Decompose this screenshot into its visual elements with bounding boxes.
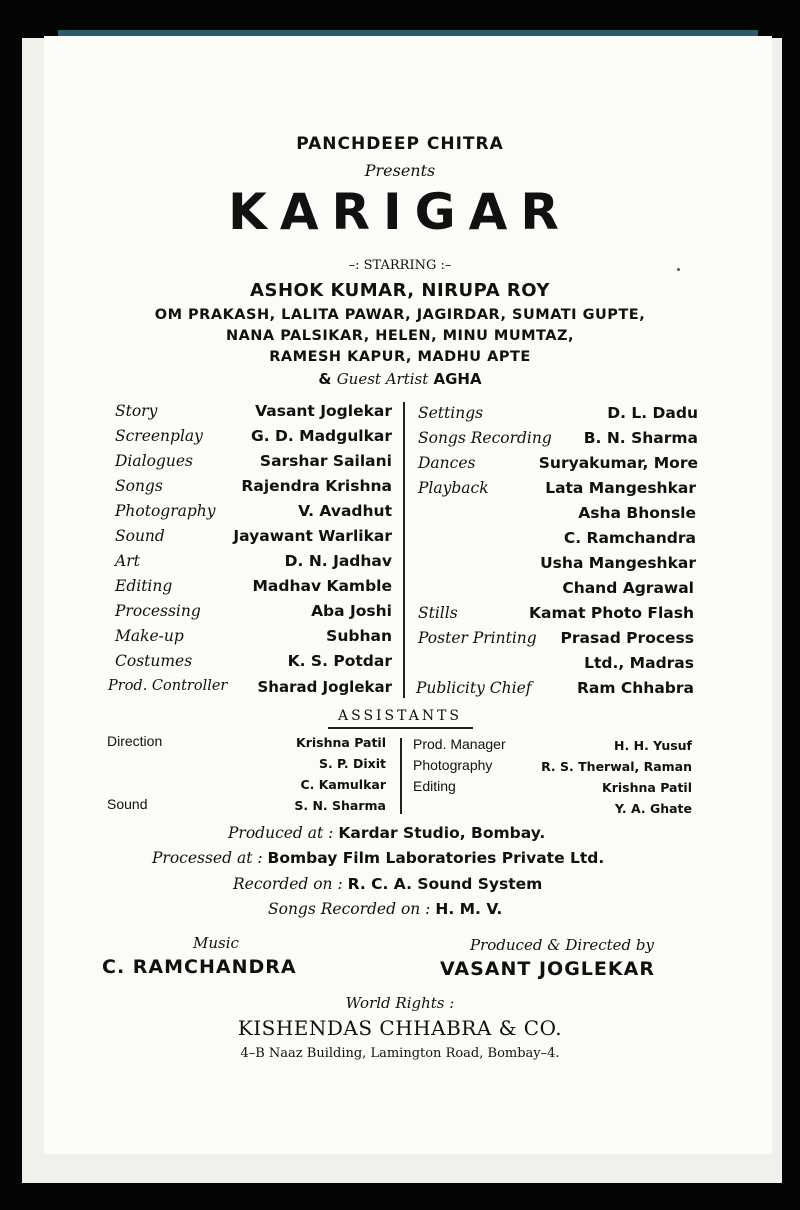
crew-right-name: Kamat Photo Flash: [528, 604, 694, 622]
assistant-left-role: Direction: [107, 733, 163, 749]
crew-right-name: Ram Chhabra: [576, 679, 694, 697]
crew-left-role: Dialogues: [115, 452, 193, 470]
crew-left-role: Story: [115, 402, 158, 420]
assistant-left-name: Krishna Patil: [296, 735, 386, 750]
assistants-underline: [328, 727, 473, 729]
crew-left-name: Aba Joshi: [311, 602, 392, 620]
production-label: Recorded on :: [233, 875, 343, 893]
production-line: [152, 849, 604, 867]
guest-artist-line: [0, 370, 800, 388]
crew-left-role: Processing: [115, 602, 201, 620]
production-value: R. C. A. Sound System: [347, 875, 543, 893]
cast-line-2: NANA PALSIKAR, HELEN, MINU MUMTAZ,: [225, 328, 575, 344]
distributor-name: KISHENDAS CHHABRA & CO.: [237, 1016, 563, 1040]
assistant-left-name: S. N. Sharma: [294, 798, 386, 813]
production-value: H. M. V.: [435, 900, 503, 918]
assistants-divider: [400, 738, 402, 814]
crew-left-role: Photography: [115, 502, 216, 520]
crew-right-role: Poster Printing: [418, 629, 537, 647]
crew-right-role: Stills: [418, 604, 458, 622]
crew-right-name: B. N. Sharma: [583, 429, 698, 447]
film-title: KARIGAR: [228, 183, 572, 241]
crew-right-name: Suryakumar, More: [538, 454, 698, 472]
crew-left-name: D. N. Jadhav: [284, 552, 392, 570]
distributor-address: 4–B Naaz Building, Lamington Road, Bombay–4.: [240, 1046, 560, 1061]
crew-left-name: Sharad Joglekar: [257, 678, 392, 696]
assistant-right-name: R. S. Therwal, Raman: [541, 759, 692, 774]
production-value: Bombay Film Laboratories Private Ltd.: [267, 849, 605, 867]
production-label: Songs Recorded on :: [268, 900, 431, 918]
guest-name: AGHA: [433, 370, 482, 388]
music-label: Music: [193, 934, 239, 952]
assistant-right-name: Y. A. Ghate: [614, 801, 692, 816]
production-line: [268, 900, 502, 918]
crew-left-name: G. D. Madgulkar: [251, 427, 392, 445]
assistant-right-name: Krishna Patil: [602, 780, 692, 795]
crew-right-role: Settings: [418, 404, 484, 422]
crew-left-role: Sound: [115, 527, 165, 545]
crew-left-role: Art: [115, 552, 140, 570]
music-name: C. RAMCHANDRA: [102, 956, 297, 978]
guest-label: Guest Artist: [336, 370, 429, 388]
crew-left-role: Prod. Controller: [108, 678, 228, 694]
assistant-right-role: Prod. Manager: [413, 736, 506, 752]
crew-right-name: Chand Agrawal: [562, 579, 694, 597]
crew-right-name: Ltd., Madras: [584, 654, 694, 672]
crew-right-name: Asha Bhonsle: [578, 504, 696, 522]
assistant-right-name: H. H. Yusuf: [614, 738, 692, 753]
crew-right-name: D. L. Dadu: [607, 404, 698, 422]
director-label: Produced & Directed by: [470, 936, 654, 954]
assistant-left-name: C. Kamulkar: [300, 777, 386, 792]
production-label: Processed at :: [152, 849, 263, 867]
cast-line-3: RAMESH KAPUR, MADHU APTE: [269, 349, 531, 365]
crew-left-name: Vasant Joglekar: [255, 402, 392, 420]
crew-right-name: C. Ramchandra: [563, 529, 696, 547]
crew-left-role: Costumes: [115, 652, 193, 670]
crew-left-name: V. Avadhut: [298, 502, 392, 520]
world-rights-label: World Rights :: [345, 994, 455, 1012]
crew-left-name: Rajendra Krishna: [241, 477, 392, 495]
assistant-right-role: Photography: [413, 757, 493, 773]
crew-left-role: Editing: [115, 577, 173, 595]
crew-right-role: Playback: [418, 479, 489, 497]
crew-right-name: Usha Mangeshkar: [540, 554, 696, 572]
production-line: [233, 875, 542, 893]
crew-left-role: Songs: [115, 477, 163, 495]
lead-cast: ASHOK KUMAR, NIRUPA ROY: [250, 280, 550, 301]
assistant-left-name: S. P. Dixit: [318, 756, 386, 771]
crew-right-name: Prasad Process: [560, 629, 694, 647]
production-value: Kardar Studio, Bombay.: [338, 824, 546, 842]
crew-right-role: Dances: [418, 454, 476, 472]
assistants-heading: ASSISTANTS: [337, 708, 463, 724]
crew-left-name: Subhan: [326, 627, 392, 645]
crew-left-role: Make-up: [115, 627, 184, 645]
production-label: Produced at :: [228, 824, 334, 842]
presents-label: Presents: [364, 161, 436, 180]
starring-label: –: STARRING :–: [348, 258, 452, 273]
crew-right-name: Lata Mangeshkar: [545, 479, 696, 497]
crew-left-name: Madhav Kamble: [252, 577, 392, 595]
assistant-left-role: Sound: [107, 796, 148, 812]
production-line: [228, 824, 545, 842]
crew-right-role: Songs Recording: [418, 429, 552, 447]
assistant-right-role: Editing: [413, 778, 456, 794]
crew-left-role: Screenplay: [115, 427, 203, 445]
cast-line-1: OM PRAKASH, LALITA PAWAR, JAGIRDAR, SUMATI GUPTE,: [154, 307, 646, 323]
crew-left-name: Sarshar Sailani: [259, 452, 392, 470]
crew-left-name: K. S. Potdar: [287, 652, 392, 670]
guest-ampersand: &: [318, 370, 332, 388]
director-name: VASANT JOGLEKAR: [440, 958, 655, 980]
studio-name: PANCHDEEP CHITRA: [296, 134, 504, 154]
crew-right-role: Publicity Chief: [416, 679, 532, 697]
crew-divider: [403, 402, 405, 698]
crew-left-name: Jayawant Warlikar: [233, 527, 392, 545]
